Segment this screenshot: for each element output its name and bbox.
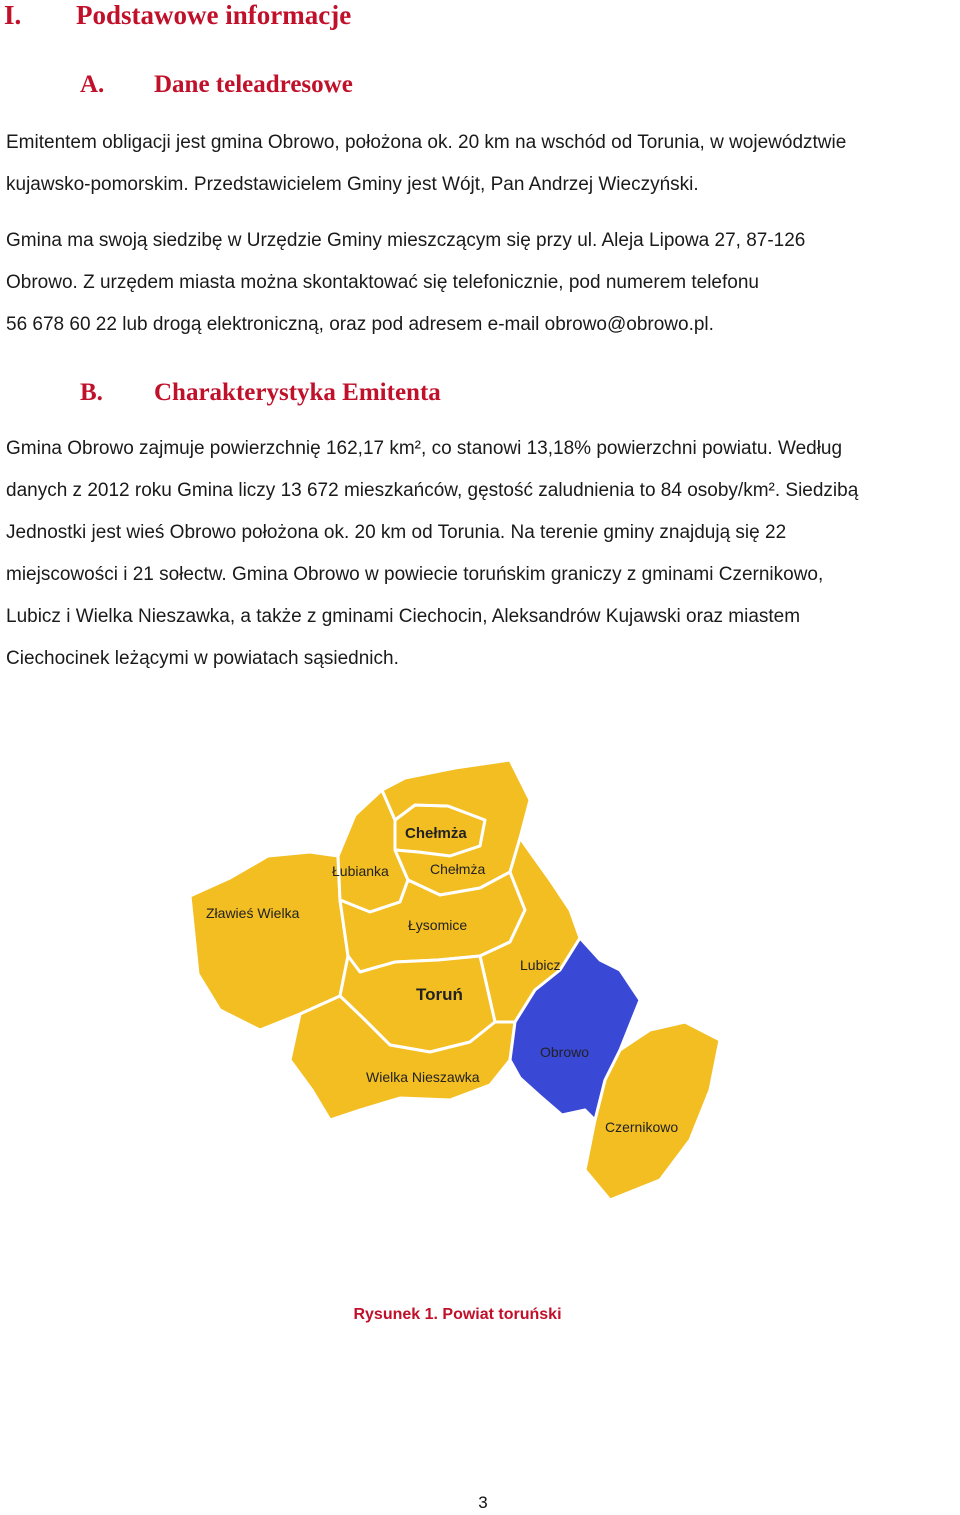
main-heading-number: I. <box>4 0 22 30</box>
section-b-line-2: danych z 2012 roku Gmina liczy 13 672 mieszkańców, gęstość zaludnienia to 84 osoby/km². Siedzibą <box>6 480 859 501</box>
main-heading <box>4 0 351 30</box>
main-heading-text: Podstawowe informacje <box>76 0 352 30</box>
section-b-line-5: Lubicz i Wielka Nieszawka, a także z gminami Ciechocin, Aleksandrów Kujawski oraz miastem <box>6 606 801 627</box>
section-a-heading <box>80 70 353 100</box>
section-b-line-6: Ciechocinek leżącymi w powiatach sąsiednich. <box>6 648 399 669</box>
powiat-map <box>190 760 720 1225</box>
section-a-line-1 <box>6 122 960 164</box>
label-czernikowo: Czernikowo <box>605 1119 679 1135</box>
label-chelmza: Chełmża <box>430 861 486 877</box>
section-a-number: A. <box>80 71 105 98</box>
section-a-title: Dane teleadresowe <box>154 71 353 98</box>
section-a-line-5: 56 678 60 22 lub drogą elektroniczną, oraz pod adresem e-mail obrowo@obrowo.pl. <box>6 314 714 335</box>
section-a-line-2: kujawsko-pomorskim. Przedstawicielem Gminy jest Wójt, Pan Andrzej Wieczyński. <box>6 174 699 195</box>
label-lubicz: Lubicz <box>520 957 561 973</box>
figure-caption: Rysunek 1. Powiat toruński <box>353 1306 562 1323</box>
section-b-paragraph <box>6 428 960 680</box>
page-number: 3 <box>478 1493 488 1512</box>
label-chelmza-city: Chełmża <box>405 825 467 842</box>
powiat-map-svg <box>190 760 720 1225</box>
section-a-paragraph <box>6 122 960 206</box>
label-lubianka: Łubianka <box>332 863 389 879</box>
section-b-line-1: Gmina Obrowo zajmuje powierzchnię 162,17 km², co stanowi 13,18% powierzchni powiatu. Według <box>6 438 843 459</box>
label-lysomice: Łysomice <box>408 917 468 933</box>
text-line: Emitentem obligacji jest gmina Obrowo, położona ok. 20 km na wschód od Torunia, w województwie <box>6 132 847 153</box>
section-a-paragraph-2 <box>6 220 960 346</box>
section-b-line-3: Jednostki jest wieś Obrowo położona ok. 20 km od Torunia. Na terenie gminy znajdują się 22 <box>6 522 787 543</box>
label-zlawies-wielka: Zławieś Wielka <box>206 905 300 921</box>
section-b-line-4: miejscowości i 21 sołectw. Gmina Obrowo w powiecie toruńskim graniczy z gminami Czernikowo, <box>6 564 824 585</box>
label-obrowo: Obrowo <box>540 1044 590 1060</box>
section-a-line-4: Obrowo. Z urzędem miasta można skontaktować się telefonicznie, pod numerem telefonu <box>6 272 759 293</box>
section-b-title: Charakterystyka Emitenta <box>154 379 441 406</box>
section-b-heading <box>80 378 441 408</box>
label-torun: Toruń <box>416 985 463 1004</box>
section-b-number: B. <box>80 379 103 406</box>
section-a-line-3: Gmina ma swoją siedzibę w Urzędzie Gminy mieszczącym się przy ul. Aleja Lipowa 27, 87-126 <box>6 230 806 251</box>
label-wielka-nieszawka: Wielka Nieszawka <box>366 1069 480 1085</box>
